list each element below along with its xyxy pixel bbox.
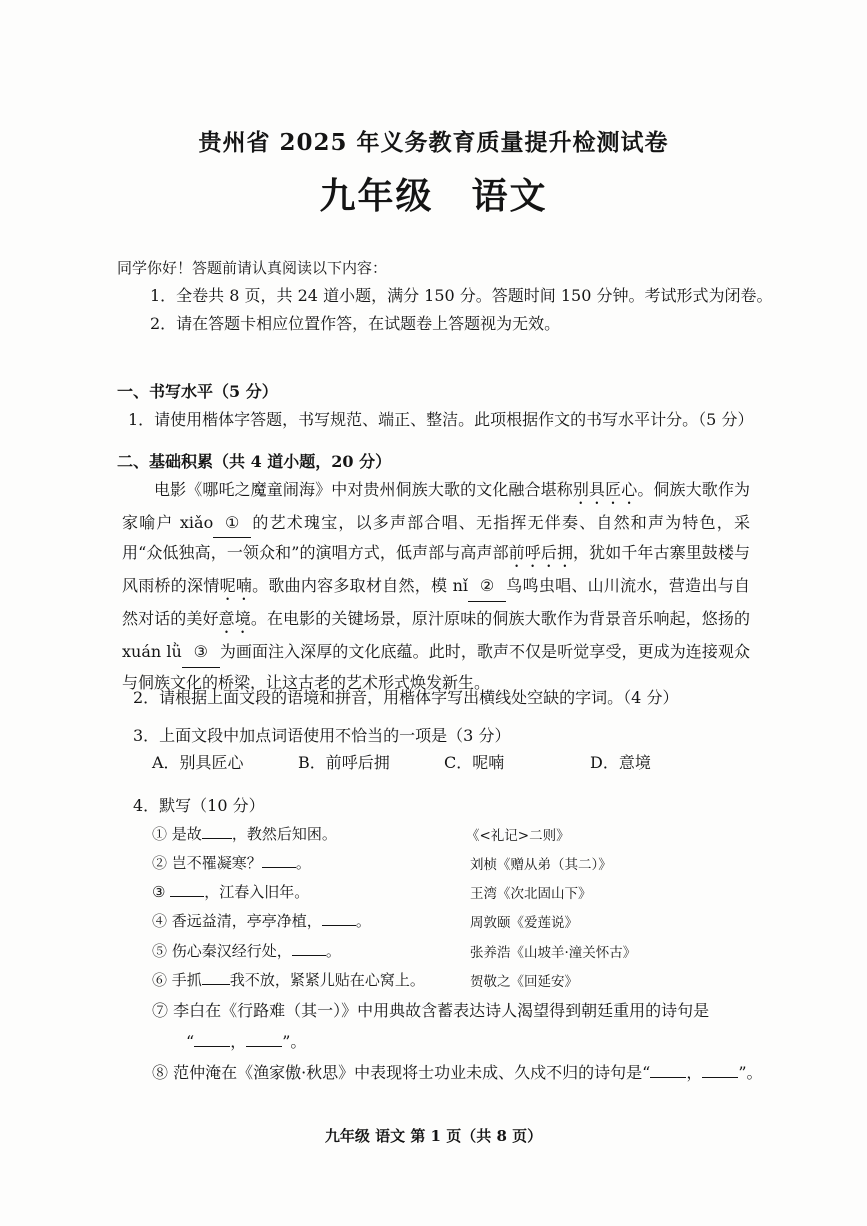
- option-a: A．别具匠心: [152, 753, 244, 772]
- answer-blank: [194, 1046, 230, 1047]
- passage-text: 为画面注入深厚的文化底蕴。此时，歌声不仅是听觉享受，更成为连接观众与侗族文化的桥梁，让这古老的艺术形式焕发新生。: [122, 642, 750, 692]
- notice-item-1: 1．全卷共 8 页，共 24 道小题，满分 150 分。答题时间 150 分钟。考试形式为闭卷。: [150, 286, 773, 305]
- dictation-item-8: [152, 1062, 763, 1084]
- dictation-item: [152, 881, 309, 903]
- option-c: C．呢喃: [444, 753, 505, 772]
- passage-text: 。侗族大歌作为家喻户 xiǎo: [122, 480, 750, 532]
- item-number: ④: [152, 912, 168, 930]
- item-source: 张养浩《山坡羊·潼关怀古》: [470, 945, 637, 961]
- passage-text: 的艺术瑰宝，以多声部合唱、无指挥无伴奏、自然和声为特色，采用“众低独高，一领众和”的演唱方式，低声部与高声部: [122, 513, 750, 563]
- dictation-item: [152, 910, 371, 932]
- answer-blank: [292, 955, 326, 956]
- dictation-item-7: ⑦ 李白在《行路难（其一）》中用典故含蓄表达诗人渴望得到朝廷重用的诗句是: [152, 1001, 710, 1020]
- dictation-item-7-blanks: [186, 1031, 306, 1053]
- passage-text: 电影《哪吒之魔童闹海》中对贵州侗族大歌的文化融合堪称: [154, 480, 573, 499]
- item-text: 岂不罹凝寒？: [171, 854, 262, 872]
- answer-blank: [262, 867, 296, 868]
- passage-text: 。在电影的关键场景，原汁原味的侗族大歌作为背景音乐响起，悠扬的 xuán lǜ: [122, 609, 750, 662]
- dictation-item: [152, 940, 341, 962]
- item-text: 伤心秦汉经行处，: [171, 942, 292, 960]
- item-text: 我不放，紧紧儿贴在心窝上。: [229, 971, 425, 989]
- dotted-word-1: 别具匠心: [572, 480, 638, 499]
- item-text: 是故: [171, 825, 202, 843]
- item-number: ③: [152, 883, 166, 901]
- option-b: B．前呼后拥: [298, 753, 390, 772]
- quote-mark: “: [186, 1032, 195, 1051]
- answer-blank: [202, 984, 230, 985]
- question-3-stem: 3．上面文段中加点词语使用不恰当的一项是（3 分）: [133, 726, 511, 745]
- passage-text: 。歌曲内容多取材自然，模 nǐ: [252, 576, 469, 596]
- passage-text: 鸟鸣虫唱、山川流水，营造出与自然对话的美好: [122, 576, 750, 629]
- section1-heading: 一、书写水平（5 分）: [117, 382, 278, 401]
- exam-subtitle: 九年级 语文: [319, 175, 548, 217]
- answer-blank: [322, 925, 356, 926]
- dotted-word-4: 意境: [218, 609, 251, 629]
- item-number: ②: [152, 854, 168, 872]
- item-text: 。: [325, 942, 341, 960]
- dictation-item: [152, 852, 311, 874]
- fill-blank-1: ①: [213, 508, 251, 538]
- item-source: 贺敬之《回延安》: [470, 974, 578, 990]
- item-text: 香远益清，亭亭净植，: [171, 912, 322, 930]
- item-text: 。: [355, 912, 371, 930]
- answer-blank: [202, 838, 232, 839]
- dictation-item: [152, 823, 337, 845]
- fill-blank-3: ③: [182, 637, 220, 667]
- question-2: 2．请根据上面文段的语境和拼音，用楷体字写出横线处空缺的字词。（4 分）: [133, 688, 679, 707]
- item-text: ，江春入旧年。: [204, 883, 310, 901]
- item-source: 刘桢《赠从弟（其二）》: [470, 857, 612, 873]
- option-d: D．意境: [590, 753, 651, 772]
- separator: ，: [230, 1032, 247, 1051]
- notice-intro: 同学你好！答题前请认真阅读以下内容：: [117, 259, 388, 277]
- item-text: ⑧ 范仲淹在《渔家傲·秋思》中表现将士功业未成、久戍不归的诗句是“: [152, 1063, 651, 1082]
- item-text: ，教然后知困。: [231, 825, 337, 843]
- item-number: ①: [152, 825, 168, 843]
- item-number: ⑥: [152, 971, 168, 989]
- quote-mark: ”。: [738, 1063, 763, 1082]
- item-source: 《<礼记>二则》: [466, 828, 570, 844]
- fill-blank-2: ②: [468, 571, 506, 601]
- section2-heading: 二、基础积累（共 4 道小题，20 分）: [117, 452, 392, 471]
- answer-blank: [170, 896, 204, 897]
- item-source: 周敦颐《爱莲说》: [470, 915, 578, 931]
- dotted-word-2: 前呼后拥: [508, 543, 574, 563]
- item-text: 手抓: [171, 971, 202, 989]
- dictation-item: [152, 969, 425, 991]
- item-source: 王湾《次北固山下》: [470, 886, 592, 902]
- question-1: 1．请使用楷体字答题，书写规范、端正、整洁。此项根据作文的书写水平计分。（5 分）: [128, 410, 754, 429]
- quote-mark: ”。: [282, 1032, 307, 1051]
- dotted-word-3: 呢喃: [219, 576, 253, 596]
- exam-title: 贵州省 2025 年义务教育质量提升检测试卷: [198, 129, 669, 156]
- question-4-stem: 4．默写（10 分）: [133, 796, 265, 815]
- notice-item-2: 2．请在答题卡相应位置作答，在试题卷上答题视为无效。: [150, 314, 561, 333]
- reading-passage: [122, 475, 750, 697]
- item-text: 。: [295, 854, 311, 872]
- page-footer: 九年级 语文 第 1 页（共 8 页）: [324, 1127, 543, 1145]
- separator: ，: [686, 1063, 703, 1082]
- answer-blank: [650, 1077, 686, 1078]
- answer-blank: [702, 1077, 738, 1078]
- answer-blank: [246, 1046, 282, 1047]
- item-number: ⑤: [152, 942, 168, 960]
- passage-text: ，犹如千年古寨里鼓楼与风雨桥的深情: [122, 543, 750, 596]
